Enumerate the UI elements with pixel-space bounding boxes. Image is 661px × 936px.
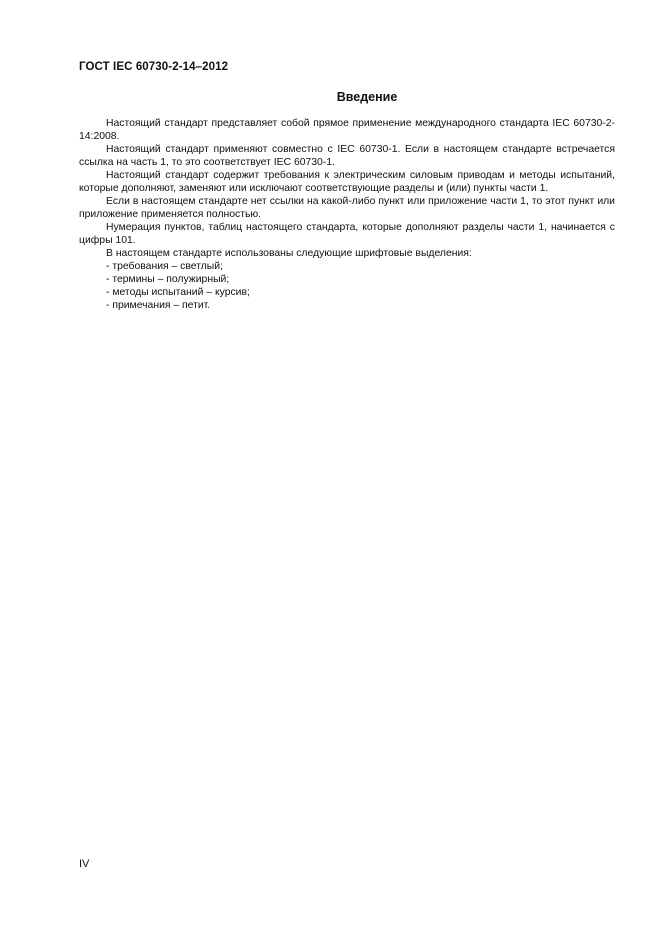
document-body <box>79 117 615 312</box>
document-header: ГОСТ IEC 60730-2-14–2012 <box>79 61 229 73</box>
paragraph: Настоящий стандарт содержит требования к электрическим силовым приводам и методы испытаний, которые дополняют, заменяют или исключают соответствующие разделы и (или) пункты части 1. <box>79 170 615 194</box>
list-item: - требования – светлый; <box>106 261 223 272</box>
paragraph: В настоящем стандарте использованы следующие шрифтовые выделения: <box>106 248 472 259</box>
list-item: - примечания – петит. <box>106 300 211 311</box>
list-item: - термины – полужирный; <box>106 274 230 285</box>
list-item: - методы испытаний – курсив; <box>106 287 250 298</box>
paragraph: Нумерация пунктов, таблиц настоящего стандарта, которые дополняют разделы части 1, начинается с цифры 101. <box>79 222 615 246</box>
page-number: IV <box>79 858 90 870</box>
paragraph: Если в настоящем стандарте нет ссылки на какой-либо пункт или приложение части 1, то этот пункт или приложение применяется полностью. <box>79 196 615 220</box>
paragraph: Настоящий стандарт применяют совместно с IEC 60730-1. Если в настоящем стандарте встречается ссылка на часть 1, то это соответствует IEC 60730-1. <box>79 144 615 168</box>
paragraph: Настоящий стандарт представляет собой прямое применение международного стандарта IEC 60730-2-14:2008. <box>79 118 615 142</box>
section-title: Введение <box>336 90 398 104</box>
